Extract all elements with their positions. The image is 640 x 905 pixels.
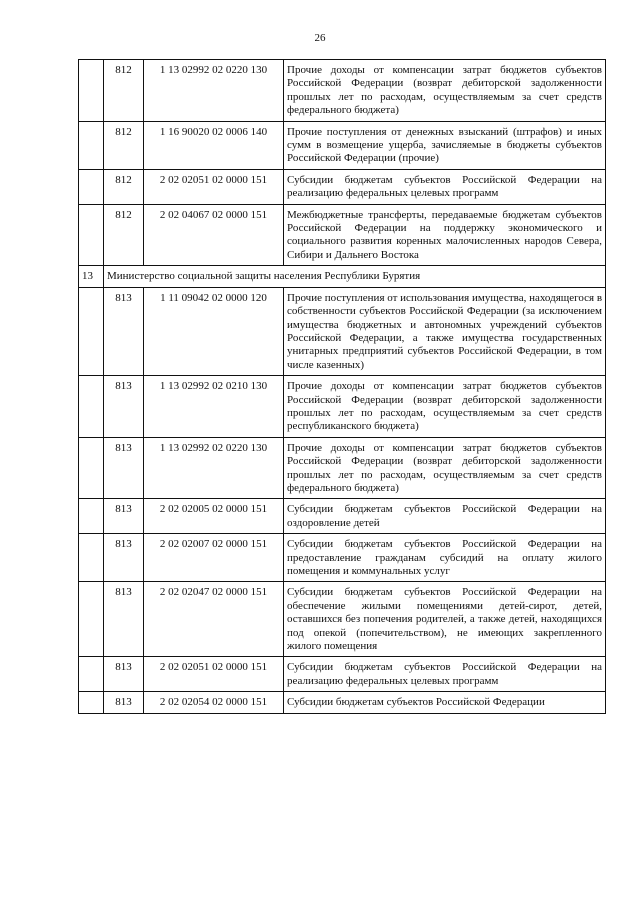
table-row: [79, 204, 606, 266]
description-cell: Прочие доходы от компенсации затрат бюджетов субъектов Российской Федерации (возврат дебиторской задолженности прошлых лет по расходам, осуществляемым за счет средств республиканского бюджета): [284, 376, 606, 438]
row-number-cell: [79, 287, 104, 375]
table-row: [79, 657, 606, 692]
admin-code-cell: 813: [104, 376, 144, 438]
row-number-cell: [79, 60, 104, 122]
description-cell: Субсидии бюджетам субъектов Российской Федерации на реализацию федеральных целевых программ: [284, 657, 606, 692]
row-number-cell: [79, 692, 104, 713]
table-row: [79, 437, 606, 499]
row-number-cell: [79, 582, 104, 657]
admin-code-cell: 812: [104, 169, 144, 204]
table-row: [79, 376, 606, 438]
admin-code-cell: 813: [104, 657, 144, 692]
ministry-title: Министерство социальной защиты населения Республики Бурятия: [104, 266, 606, 287]
ministry-header-row: [79, 266, 606, 287]
page-number: 26: [314, 32, 326, 44]
admin-code-cell: 813: [104, 534, 144, 582]
description-cell: Межбюджетные трансферты, передаваемые бюджетам субъектов Российской Федерации на поддержку экономического и социального развития коренных малочисленных народов Севера, Сибири и Дальнего Востока: [284, 204, 606, 266]
table-row: [79, 499, 606, 534]
revenue-codes-table: [78, 59, 606, 714]
section-number: 13: [79, 266, 104, 287]
revenue-code-cell: 2 02 02007 02 0000 151: [144, 534, 284, 582]
admin-code-cell: 812: [104, 121, 144, 169]
revenue-code-cell: 2 02 02051 02 0000 151: [144, 169, 284, 204]
table-row: [79, 692, 606, 713]
row-number-cell: [79, 499, 104, 534]
revenue-code-cell: 2 02 02054 02 0000 151: [144, 692, 284, 713]
row-number-cell: [79, 376, 104, 438]
row-number-cell: [79, 121, 104, 169]
admin-code-cell: 813: [104, 499, 144, 534]
row-number-cell: [79, 657, 104, 692]
table-row: [79, 534, 606, 582]
description-cell: Прочие доходы от компенсации затрат бюджетов субъектов Российской Федерации (возврат дебиторской задолженности прошлых лет по расходам, осуществляемым за счет средств федерального бюджета): [284, 437, 606, 499]
revenue-code-cell: 1 11 09042 02 0000 120: [144, 287, 284, 375]
table-row: [79, 582, 606, 657]
table-row: [79, 169, 606, 204]
revenue-code-cell: 1 13 02992 02 0210 130: [144, 376, 284, 438]
revenue-code-cell: 2 02 02005 02 0000 151: [144, 499, 284, 534]
table-body: [79, 60, 606, 714]
row-number-cell: [79, 534, 104, 582]
description-cell: Субсидии бюджетам субъектов Российской Федерации: [284, 692, 606, 713]
revenue-code-cell: 2 02 02047 02 0000 151: [144, 582, 284, 657]
table-row: [79, 60, 606, 122]
admin-code-cell: 813: [104, 692, 144, 713]
admin-code-cell: 813: [104, 437, 144, 499]
admin-code-cell: 812: [104, 204, 144, 266]
row-number-cell: [79, 437, 104, 499]
description-cell: Прочие поступления от денежных взысканий (штрафов) и иных сумм в возмещение ущерба, зачисляемые в бюджеты субъектов Российской Федерации (прочие): [284, 121, 606, 169]
description-cell: Субсидии бюджетам субъектов Российской Федерации на обеспечение жилыми помещениями детей-сирот, детей, оставшихся без попечения родителей, а также детей, находящихся под опекой (попечительством), не имеющих закрепленного жилого помещения: [284, 582, 606, 657]
description-cell: Прочие поступления от использования имущества, находящегося в собственности субъектов Российской Федерации (за исключением имущества бюджетных и автономных учреждений субъектов Российской Федерации, а также имущества государственных унитарных предприятий субъектов Российской Федерации, в том числе казенных): [284, 287, 606, 375]
row-number-cell: [79, 204, 104, 266]
description-cell: Субсидии бюджетам субъектов Российской Федерации на предоставление гражданам субсидий на оплату жилого помещения и коммунальных услуг: [284, 534, 606, 582]
revenue-code-cell: 1 16 90020 02 0006 140: [144, 121, 284, 169]
revenue-code-cell: 2 02 04067 02 0000 151: [144, 204, 284, 266]
row-number-cell: [79, 169, 104, 204]
revenue-code-cell: 2 02 02051 02 0000 151: [144, 657, 284, 692]
revenue-code-cell: 1 13 02992 02 0220 130: [144, 437, 284, 499]
table-row: [79, 121, 606, 169]
table-row: [79, 287, 606, 375]
admin-code-cell: 813: [104, 287, 144, 375]
admin-code-cell: 813: [104, 582, 144, 657]
revenue-code-cell: 1 13 02992 02 0220 130: [144, 60, 284, 122]
description-cell: Субсидии бюджетам субъектов Российской Федерации на реализацию федеральных целевых программ: [284, 169, 606, 204]
description-cell: Субсидии бюджетам субъектов Российской Федерации на оздоровление детей: [284, 499, 606, 534]
description-cell: Прочие доходы от компенсации затрат бюджетов субъектов Российской Федерации (возврат дебиторской задолженности прошлых лет по расходам, осуществляемым за счет средств федерального бюджета): [284, 60, 606, 122]
admin-code-cell: 812: [104, 60, 144, 122]
